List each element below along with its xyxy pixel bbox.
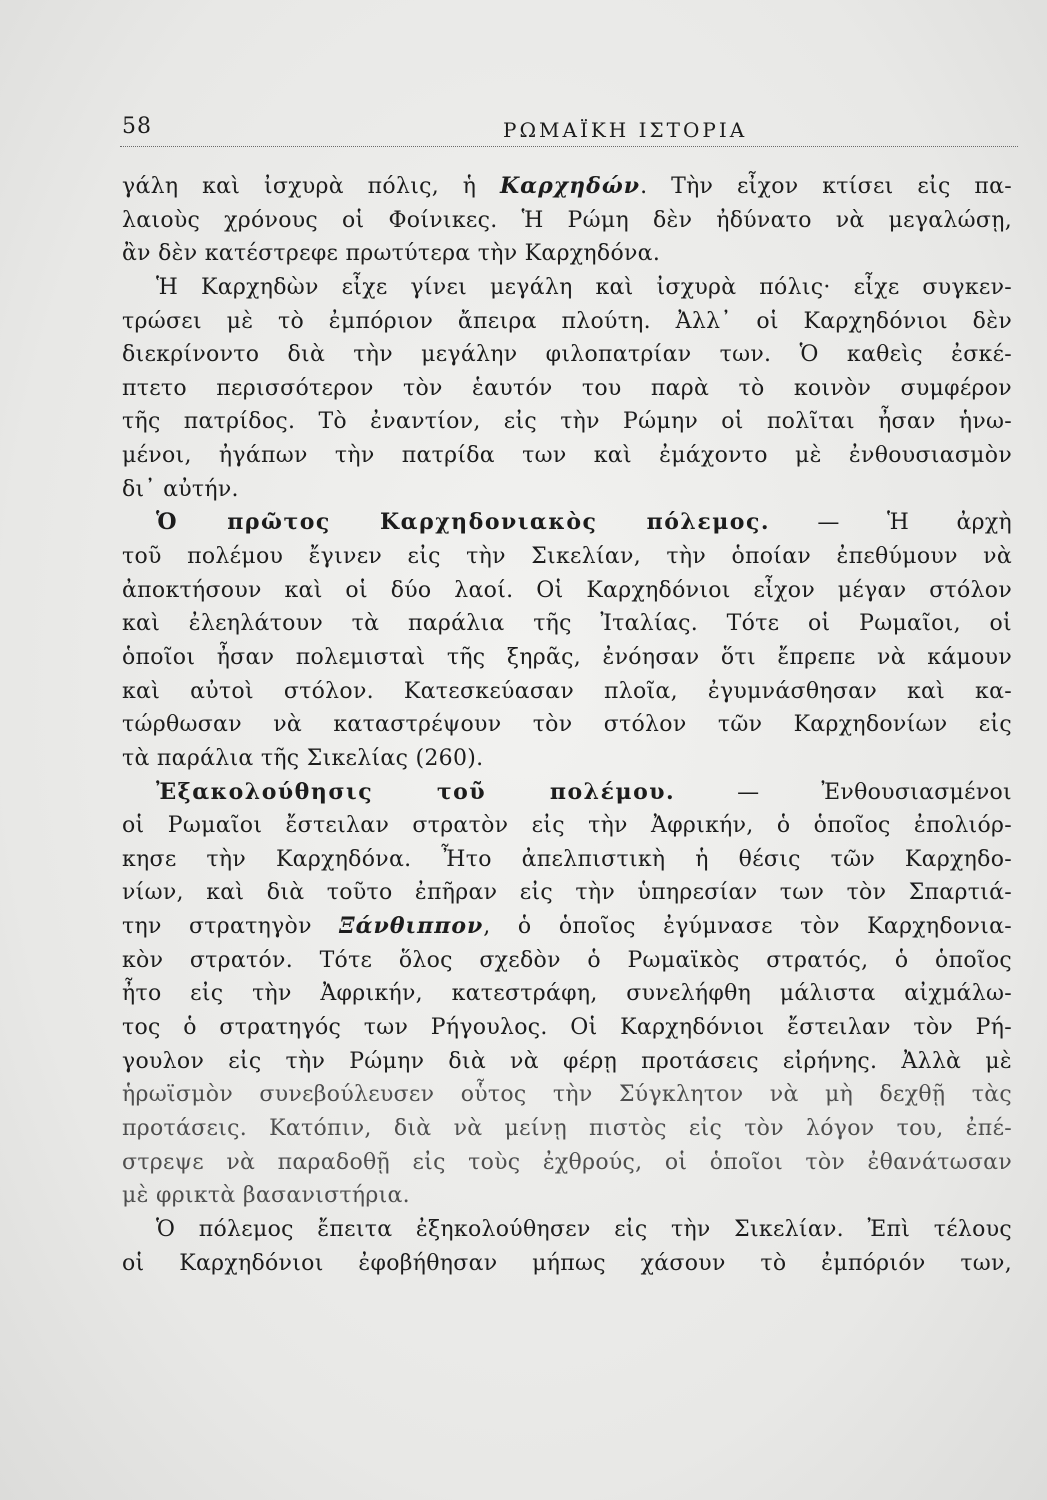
text-line: την στρατηγὸν Ξάνθιππον, ὁ ὁποῖος ἐγύμνασε τὸν Καρχηδονια-	[122, 913, 1012, 940]
text-line: τὰ παράλια τῆς Σικελίας (260).	[122, 745, 484, 771]
text-line: τος ὁ στρατηγός των Ρήγουλος. Οἱ Καρχηδόνιοι ἔστειλαν τὸν Ρή-	[122, 1015, 1012, 1041]
paragraph-start-line: Ὁ πόλεμος ἔπειτα ἐξηκολούθησεν εἰς τὴν Σικελίαν. Ἐπὶ τέλους	[156, 1216, 1012, 1242]
section-heading: Ἐξακολούθησις τοῦ πολέμου.	[156, 778, 676, 805]
section-heading-line: Ὁ πρῶτος Καρχηδονιακὸς πόλεμος. — Ἡ ἀρχὴ	[156, 509, 1012, 536]
section-heading: Ὁ πρῶτος Καρχηδονιακὸς πόλεμος.	[156, 509, 771, 536]
emphasized-name: Ξάνθιππον	[339, 913, 484, 940]
text-line: μὲ φρικτὰ βασανιστήρια.	[122, 1183, 410, 1209]
text-line: προτάσεις. Κατόπιν, διὰ νὰ μείνῃ πιστὸς εἰς τὸν λόγον του, ἐπέ-	[122, 1115, 1012, 1141]
text-line: γουλον εἰς τὴν Ρώμην διὰ νὰ φέρῃ προτάσεις εἰρήνης. Ἀλλὰ μὲ	[122, 1048, 1012, 1074]
text-line: τώρθωσαν νὰ καταστρέψουν τὸν στόλον τῶν Καρχηδονίων εἰς	[122, 712, 1012, 738]
running-title: ΡΩΜΑΪΚΗ ΙΣΤΟΡΙΑ	[503, 118, 748, 142]
text-line: ἡρωϊσμὸν συνεβούλευσεν οὗτος τὴν Σύγκλητον νὰ μὴ δεχθῇ τὰς	[122, 1082, 1012, 1108]
text-line: τρώσει μὲ τὸ ἐμπόριον ἄπειρα πλούτη. Ἀλλ᾽ οἱ Καρχηδόνιοι δὲν	[122, 308, 1012, 334]
text-line: γάλη καὶ ἰσχυρὰ πόλις, ἡ Καρχηδών. Τὴν εἶχον κτίσει εἰς πα-	[122, 173, 1012, 199]
text-line: οἱ Καρχηδόνιοι ἐφοβήθησαν μήπως χάσουν τὸ ἐμπόριόν των,	[122, 1250, 1012, 1276]
text-line: πτετο περισσότερον τὸν ἑαυτόν του παρὰ τὸ κοινὸν συμφέρον	[122, 375, 1012, 401]
text-line: ἂν δὲν κατέστρεφε πρωτύτερα τὴν Καρχηδόνα.	[122, 241, 661, 267]
text-line: καὶ ἐλεηλάτουν τὰ παράλια τῆς Ἰταλίας. Τότε οἱ Ρωμαῖοι, οἱ	[122, 611, 1012, 637]
text-line: τῆς πατρίδος. Τὸ ἐναντίον, εἰς τὴν Ρώμην οἱ πολῖται ἦσαν ἡνω-	[122, 409, 1012, 435]
text-line: κησε τὴν Καρχηδόνα. Ἦτο ἀπελπιστικὴ ἡ θέσις τῶν Καρχηδο-	[122, 846, 1012, 872]
page-number: 58	[122, 114, 152, 139]
text-line: νίων, καὶ διὰ τοῦτο ἐπῆραν εἰς τὴν ὑπηρεσίαν των τὸν Σπαρτιά-	[122, 880, 1012, 906]
emphasized-name: Καρχηδών	[500, 173, 641, 199]
text-line: μένοι, ἠγάπων τὴν πατρίδα των καὶ ἐμάχοντο μὲ ἐνθουσιασμὸν	[122, 443, 1012, 469]
text-line: δι᾽ αὐτήν.	[122, 476, 239, 502]
text-line: στρεψε νὰ παραδοθῇ εἰς τοὺς ἐχθρούς, οἱ ὁποῖοι τὸν ἐθανάτωσαν	[122, 1149, 1012, 1175]
page-header	[120, 112, 1018, 147]
body-text	[122, 170, 1012, 1280]
text-line: ἀποκτήσουν καὶ οἱ δύο λαοί. Οἱ Καρχηδόνιοι εἶχον μέγαν στόλον	[122, 577, 1012, 603]
text-line: ἦτο εἰς τὴν Ἀφρικήν, κατεστράφη, συνελήφθη μάλιστα αἰχμάλω-	[122, 981, 1012, 1007]
text-line: οἱ Ρωμαῖοι ἔστειλαν στρατὸν εἰς τὴν Ἀφρικήν, ὁ ὁποῖος ἐπολιόρ-	[122, 813, 1012, 839]
text-line: τοῦ πολέμου ἔγινεν εἰς τὴν Σικελίαν, τὴν ὁποίαν ἐπεθύμουν νὰ	[122, 544, 1012, 570]
text-line: λαιοὺς χρόνους οἱ Φοίνικες. Ἡ Ρώμη δὲν ἠδύνατο νὰ μεγαλώσῃ,	[122, 207, 1012, 233]
text-line: καὶ αὐτοὶ στόλον. Κατεσκεύασαν πλοῖα, ἐγυμνάσθησαν καὶ κα-	[122, 678, 1012, 704]
section-heading-line: Ἐξακολούθησις τοῦ πολέμου. — Ἐνθουσιασμένοι	[156, 778, 1012, 805]
paragraph-start-line: Ἡ Καρχηδὼν εἶχε γίνει μεγάλη καὶ ἰσχυρὰ πόλις· εἶχε συγκεν-	[156, 274, 1012, 300]
text-line: διεκρίνοντο διὰ τὴν μεγάλην φιλοπατρίαν των. Ὁ καθεὶς ἐσκέ-	[122, 342, 1012, 368]
text-line: ὁποῖοι ἦσαν πολεμισταὶ τῆς ξηρᾶς, ἐνόησαν ὅτι ἔπρεπε νὰ κάμουν	[122, 644, 1012, 670]
text-line: κὸν στρατόν. Τότε ὅλος σχεδὸν ὁ Ρωμαϊκὸς στρατός, ὁ ὁποῖος	[122, 947, 1012, 973]
